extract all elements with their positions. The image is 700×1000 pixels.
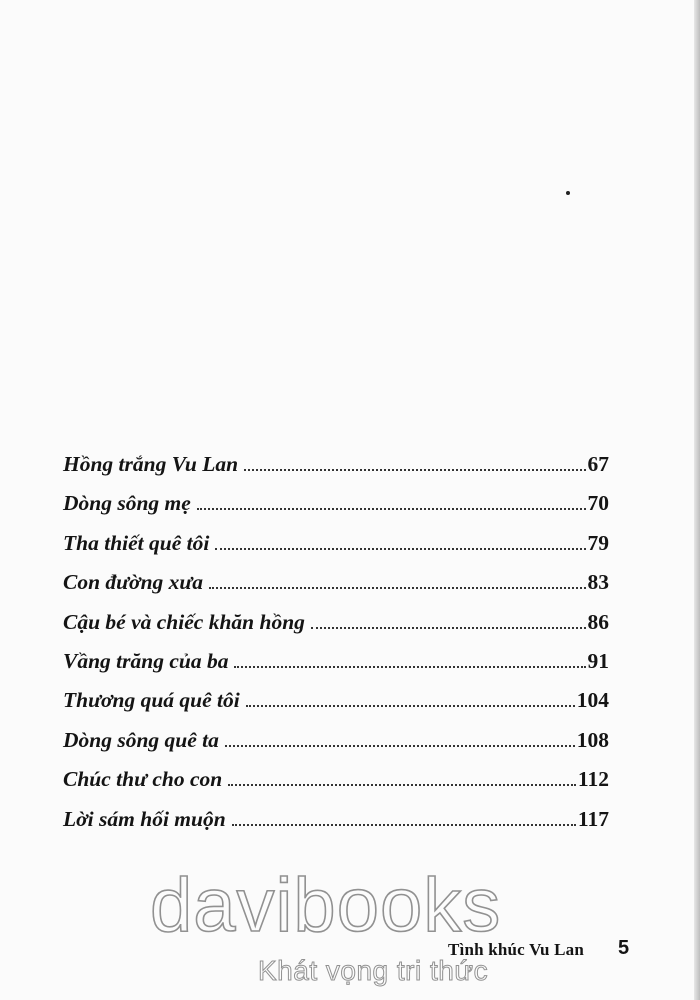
toc-dot-leader bbox=[234, 666, 585, 668]
toc-entry bbox=[63, 452, 609, 491]
toc-entry bbox=[63, 491, 609, 530]
toc-entry bbox=[63, 767, 609, 806]
toc-dot-leader bbox=[225, 745, 575, 747]
toc-entry-page: 83 bbox=[587, 570, 609, 595]
toc-entry bbox=[63, 688, 609, 727]
page-number: 5 bbox=[618, 937, 630, 959]
table-of-contents bbox=[63, 452, 609, 846]
toc-entry bbox=[63, 807, 609, 846]
toc-entry-page: 104 bbox=[576, 688, 609, 713]
ink-speck bbox=[566, 191, 570, 195]
toc-dot-leader bbox=[215, 548, 585, 550]
toc-entry-page: 70 bbox=[587, 491, 609, 516]
toc-dot-leader bbox=[246, 705, 575, 707]
toc-entry-page: 91 bbox=[587, 648, 609, 673]
toc-dot-leader bbox=[311, 627, 586, 629]
toc-entry-title: Con đường xưa bbox=[63, 570, 204, 595]
toc-entry-title: Thương quá quê tôi bbox=[63, 688, 240, 713]
toc-entry bbox=[63, 610, 609, 649]
toc-dot-leader bbox=[244, 469, 585, 471]
toc-entry-title: Cậu bé và chiếc khăn hồng bbox=[63, 609, 305, 634]
toc-entry bbox=[63, 531, 609, 570]
toc-dot-leader bbox=[232, 824, 576, 826]
toc-entry bbox=[63, 570, 609, 609]
toc-dot-leader bbox=[209, 587, 585, 589]
toc-entry-title: Vầng trăng của ba bbox=[63, 648, 229, 673]
toc-entry-page: 117 bbox=[577, 806, 609, 831]
toc-entry-title: Hồng trắng Vu Lan bbox=[63, 452, 239, 476]
toc-entry-page: 86 bbox=[587, 609, 609, 634]
toc-entry-title: Lời sám hối muộn bbox=[63, 806, 226, 831]
watermark-tagline: Khát vọng tri thức bbox=[258, 955, 489, 986]
toc-entry bbox=[63, 649, 609, 688]
toc-dot-leader bbox=[228, 784, 576, 786]
watermark-logo: davibooks bbox=[150, 863, 502, 948]
toc-entry-page: 79 bbox=[587, 530, 609, 555]
toc-dot-leader bbox=[197, 508, 586, 510]
toc-entry-title: Dòng sông quê ta bbox=[63, 727, 219, 752]
toc-entry-title: Tha thiết quê tôi bbox=[63, 530, 210, 555]
page-edge-shadow bbox=[694, 0, 700, 1000]
toc-entry-title: Dòng sông mẹ bbox=[63, 491, 191, 516]
toc-entry-page: 108 bbox=[576, 727, 609, 752]
toc-entry bbox=[63, 728, 609, 767]
toc-entry-title: Chúc thư cho con bbox=[63, 767, 223, 792]
toc-entry-page: 112 bbox=[577, 767, 609, 792]
toc-entry-page: 67 bbox=[587, 452, 609, 476]
running-footer-title: Tình khúc Vu Lan bbox=[448, 940, 584, 959]
